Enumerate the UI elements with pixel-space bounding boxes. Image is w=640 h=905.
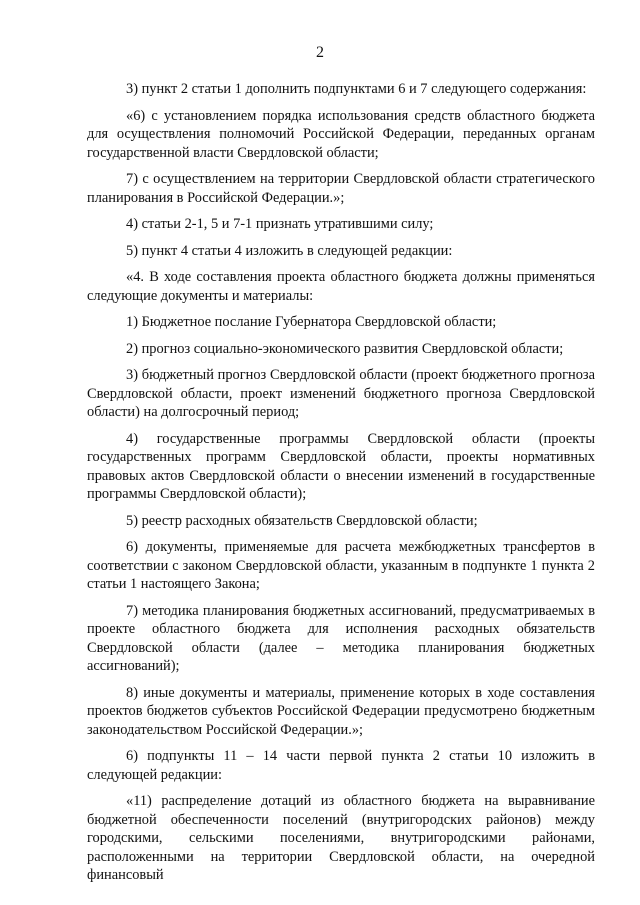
list-item-1: 1) Бюджетное послание Губернатора Свердловской области; xyxy=(126,314,497,330)
paragraph-clause-4: «4. В ходе составления проекта областного бюджета должны применяться следующие документы и материалы: xyxy=(87,269,595,304)
paragraph-subitem-7: 7) с осуществлением на территории Свердловской области стратегического планирования в Российской Федерации.»; xyxy=(87,171,595,206)
list-item-4: 4) государственные программы Свердловской области (проекты государственных программ Свердловской области, проекты нормативных правовых актов Свердловской области о внесении изменений в государственные программы Свердловской области); xyxy=(87,430,595,502)
paragraph-item-5: 5) пункт 4 статьи 4 изложить в следующей редакции: xyxy=(126,242,453,259)
list-item-5: 5) реестр расходных обязательств Свердловской области; xyxy=(126,512,478,529)
list-item-6: 6) документы, применяемые для расчета межбюджетных трансфертов в соответствии с законом Свердловской области, указанным в подпункте 1 пункта 2 статьи 1 настоящего Закона; xyxy=(87,539,595,592)
paragraph-item-4: 4) статьи 2-1, 5 и 7-1 признать утратившими силу; xyxy=(126,216,434,232)
page-number: 2 xyxy=(316,44,324,61)
document-body xyxy=(87,80,595,893)
list-item-8: 8) иные документы и материалы, применение которых в ходе составления проектов бюджетов субъектов Российской Федерации предусмотрено бюджетным законодательством Российской Федерации.»; xyxy=(87,684,595,738)
list-item-3: 3) бюджетный прогноз Свердловской области (проект бюджетного прогноза Свердловской области, проект изменений бюджетного прогноза Свердловской области) на долгосрочный период; xyxy=(87,367,595,420)
list-item-7: 7) методика планирования бюджетных ассигнований, предусматриваемых в проекте областного бюджета для исполнения расходных обязательств Свердловской области (далее – методика планирования бюджетных ассигнований); xyxy=(87,602,595,674)
paragraph-item-3: 3) пункт 2 статьи 1 дополнить подпунктами 6 и 7 следующего содержания: xyxy=(126,81,587,97)
list-item-2: 2) прогноз социально-экономического развития Свердловской области; xyxy=(126,340,564,357)
paragraph-subitem-11: «11) распределение дотаций из областного бюджета на выравнивание бюджетной обеспеченности поселений (внутригородских районов) между городскими, сельскими поселениями, внутригородскими районами, расположенными на территории Свердловской области, на очередной финансовый xyxy=(87,793,595,883)
paragraph-item-6: 6) подпункты 11 – 14 части первой пункта 2 статьи 10 изложить в следующей редакции: xyxy=(87,748,595,783)
paragraph-subitem-6: «6) с установлением порядка использования средств областного бюджета для осуществления полномочий Российской Федерации, переданных органам государственной власти Свердловской области; xyxy=(87,107,595,161)
